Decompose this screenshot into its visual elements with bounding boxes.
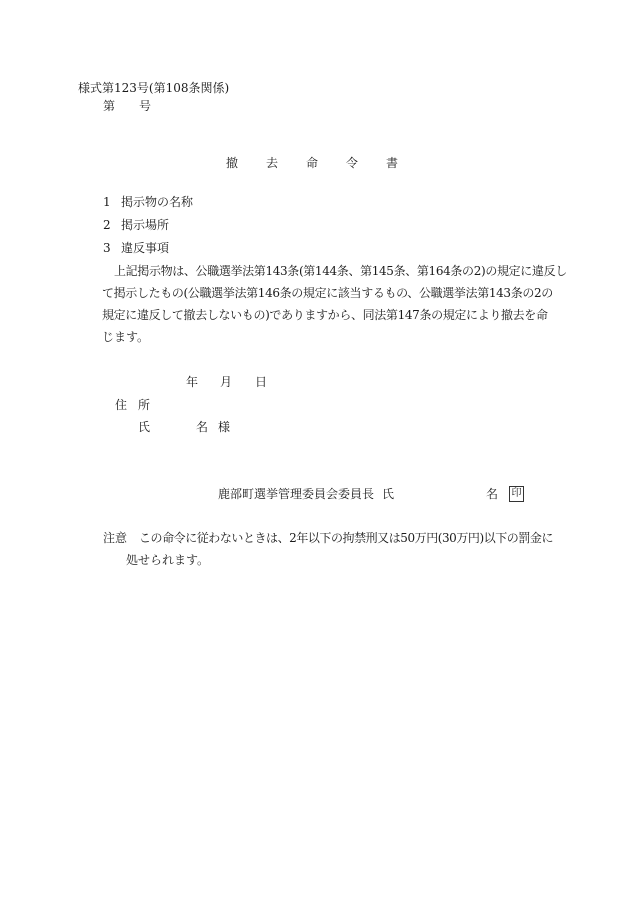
item-label: 掲示場所 [121,218,170,232]
body-line: 上記掲示物は、公職選挙法第143条(第144条、第145条、第164条の2)の規定に違反し [114,264,567,278]
recipient-honorific: 様 [218,420,231,434]
title-char: 命 [306,156,319,170]
title-char: 撤 [226,156,239,170]
title-char: 令 [346,156,359,170]
seal-mark [503,484,524,502]
issuer-name-label-1: 氏 [382,487,395,501]
address-label-1: 住 [115,398,128,412]
item-label: 掲示物の名称 [121,195,194,209]
recipient-label-2: 名 [196,420,209,434]
form-number: 様式第123号(第108条関係) [78,81,230,95]
title-char: 去 [266,156,279,170]
issuer-title: 鹿部町選挙管理委員会委員長 [218,487,375,501]
item-label: 違反事項 [121,241,170,255]
document-number-prefix: 第 [103,99,116,113]
address-label-2: 所 [138,398,151,412]
note-line-2: 処せられます。 [126,553,210,567]
body-line: 規定に違反して撤去しないもの)でありますから、同法第147条の規定により撤去を命 [102,308,548,322]
date-month: 月 [220,375,233,389]
item-number: 2 [103,218,111,232]
body-line: て掲示したもの(公職選挙法第146条の規定に該当するもの、公職選挙法第143条の2の [102,286,553,300]
document-number-suffix: 号 [139,99,152,113]
note-label: 注意 [103,531,128,545]
date-day: 日 [255,375,268,389]
issuer-name-label-2: 名 [486,487,499,501]
recipient-label-1: 氏 [138,420,151,434]
note-line-1: この命令に従わないときは、2年以下の拘禁刑又は50万円(30万円)以下の罰金に [139,531,553,545]
body-line: じます。 [102,330,150,344]
item-number: 3 [103,241,111,255]
item-number: 1 [103,195,111,209]
seal-icon: 印 [509,486,524,502]
date-year: 年 [186,375,199,389]
title-char: 書 [386,156,399,170]
